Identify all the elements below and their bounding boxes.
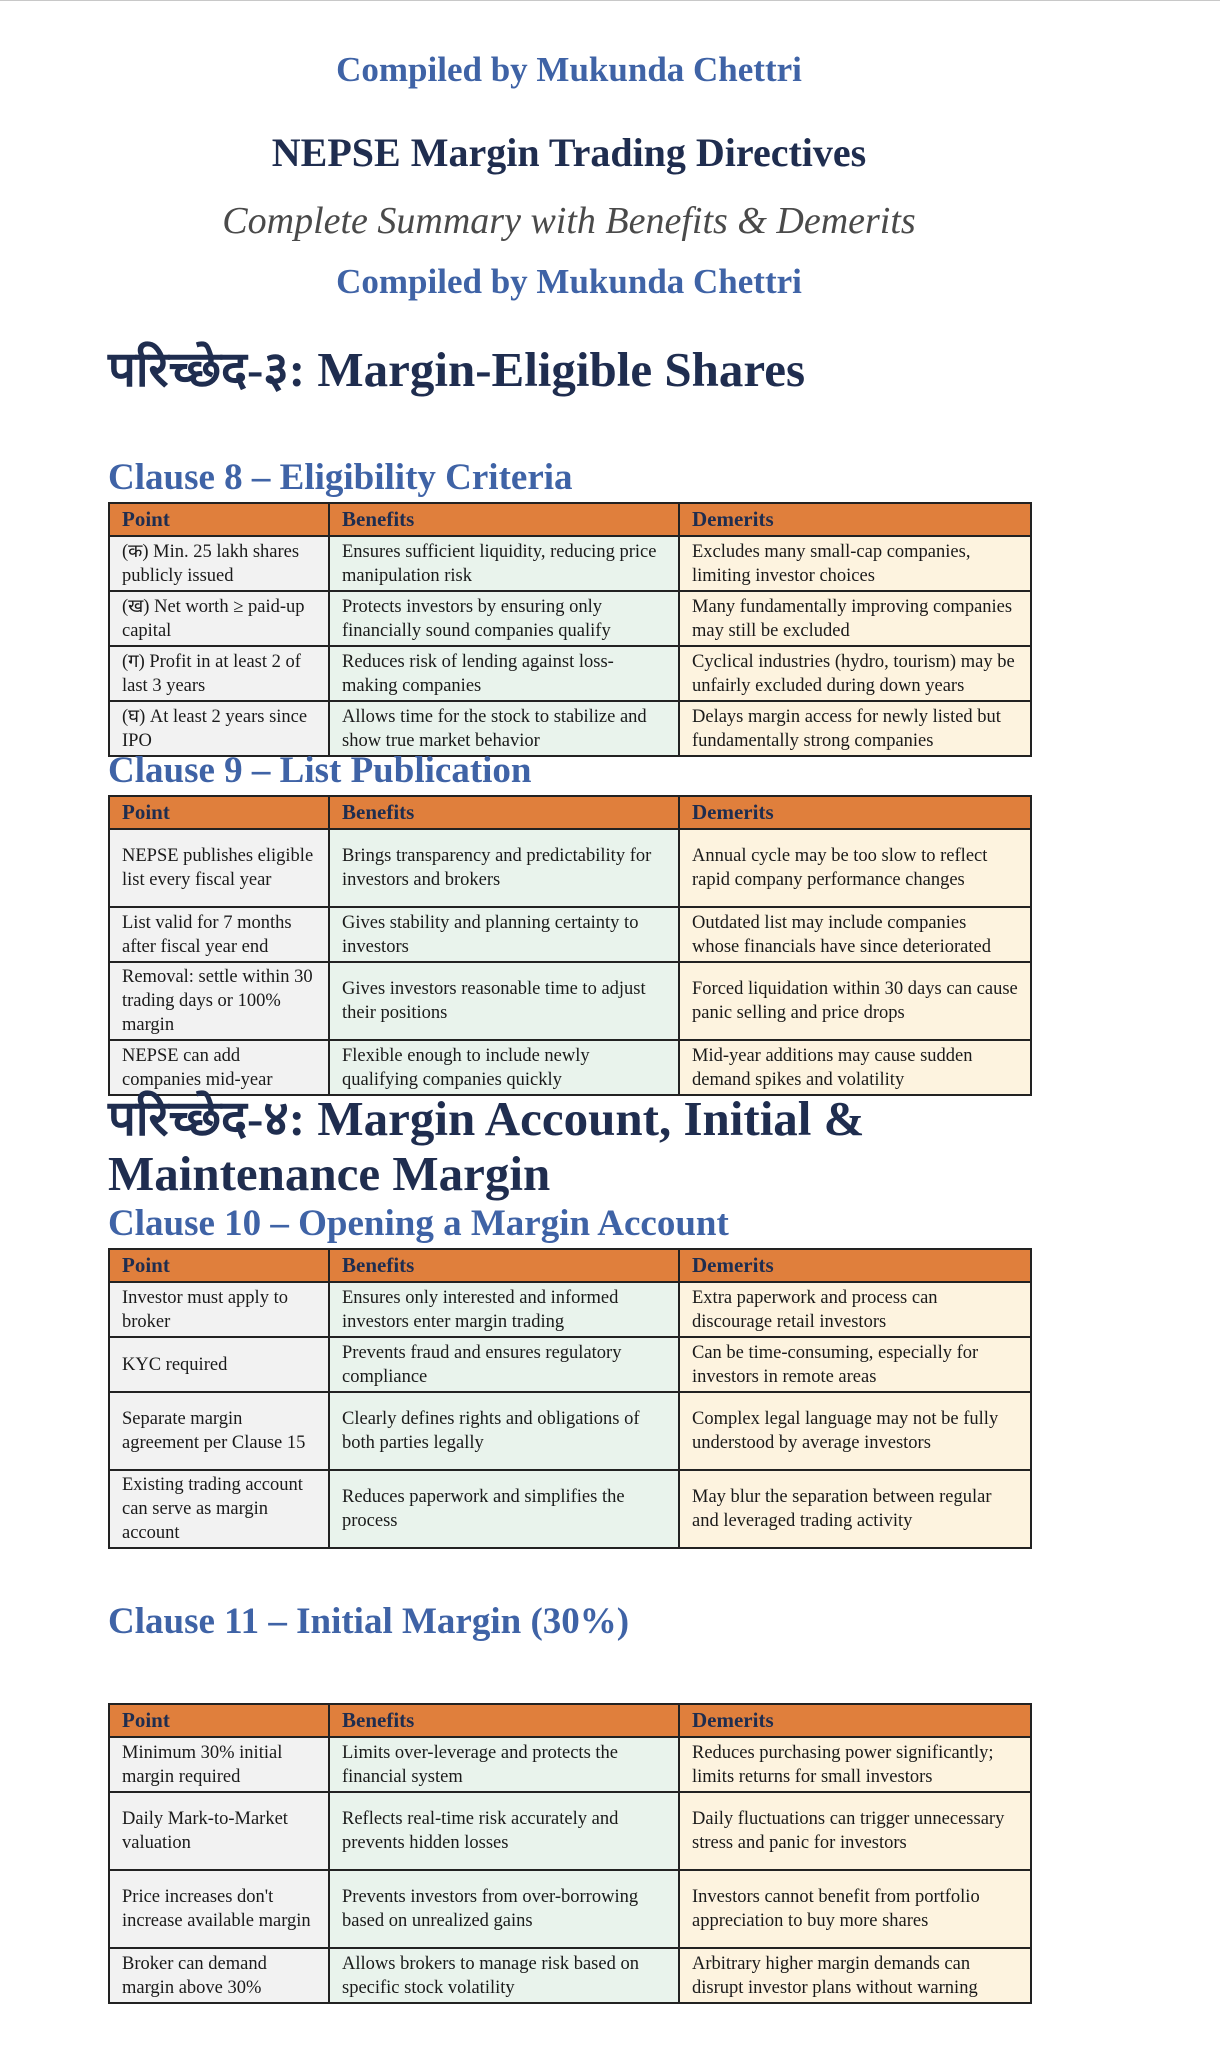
- clause-11-table: [108, 1703, 1032, 2004]
- demerit-cell: Daily fluctuations can trigger unnecessary stress and panic for investors: [679, 1792, 1031, 1870]
- chapter-4-heading-line2: Maintenance Margin: [108, 1146, 551, 1201]
- point-cell: (ख) Net worth ≥ paid-up capital: [109, 591, 329, 646]
- table-row: [109, 591, 1031, 646]
- top-divider: [0, 0, 1220, 1]
- benefit-cell: Protects investors by ensuring only financially sound companies qualify: [329, 591, 679, 646]
- benefit-cell: Clearly defines rights and obligations of both parties legally: [329, 1392, 679, 1470]
- benefit-cell: Gives investors reasonable time to adjust their positions: [329, 962, 679, 1040]
- benefit-cell: Prevents investors from over-borrowing based on unrealized gains: [329, 1870, 679, 1948]
- demerit-cell: Mid-year additions may cause sudden demand spikes and volatility: [679, 1040, 1031, 1095]
- point-cell: Investor must apply to broker: [109, 1282, 329, 1337]
- demerit-cell: Can be time-consuming, especially for investors in remote areas: [679, 1337, 1031, 1392]
- clause-8-table: [108, 502, 1032, 757]
- point-cell: Minimum 30% initial margin required: [109, 1737, 329, 1792]
- header-demerits: Demerits: [679, 796, 1031, 829]
- demerit-cell: Annual cycle may be too slow to reflect rapid company performance changes: [679, 829, 1031, 907]
- point-cell: Broker can demand margin above 30%: [109, 1948, 329, 2003]
- header-benefits: Benefits: [329, 503, 679, 536]
- demerit-cell: Complex legal language may not be fully understood by average investors: [679, 1392, 1031, 1470]
- clause-8-heading: Clause 8 – Eligibility Criteria: [108, 457, 573, 498]
- compiled-by-top: Compiled by Mukunda Chettri: [336, 50, 802, 89]
- header-demerits: Demerits: [679, 503, 1031, 536]
- table-row: [109, 1040, 1031, 1095]
- demerit-cell: Extra paperwork and process can discourage retail investors: [679, 1282, 1031, 1337]
- table-row: [109, 1392, 1031, 1470]
- point-cell: Daily Mark-to-Market valuation: [109, 1792, 329, 1870]
- point-cell: NEPSE publishes eligible list every fiscal year: [109, 829, 329, 907]
- demerit-cell: Forced liquidation within 30 days can cause panic selling and price drops: [679, 962, 1031, 1040]
- table-row: [109, 1948, 1031, 2003]
- demerit-cell: Excludes many small-cap companies, limiting investor choices: [679, 536, 1031, 591]
- clause-10-table: [108, 1248, 1032, 1549]
- table-row: [109, 1737, 1031, 1792]
- table-header-row: [109, 1704, 1031, 1737]
- clause-9-heading: Clause 9 – List Publication: [108, 750, 532, 791]
- table-row: [109, 962, 1031, 1040]
- table-row: [109, 1470, 1031, 1548]
- chapter-3-heading: परिच्छेद-३: Margin-Eligible Shares: [108, 342, 806, 397]
- point-cell: (ग) Profit in at least 2 of last 3 years: [109, 646, 329, 701]
- clause-11-heading: Clause 11 – Initial Margin (30%): [108, 1601, 630, 1642]
- document-subtitle: Complete Summary with Benefits & Demerits: [222, 200, 916, 242]
- benefit-cell: Reduces paperwork and simplifies the process: [329, 1470, 679, 1548]
- point-cell: Price increases don't increase available margin: [109, 1870, 329, 1948]
- demerit-cell: Investors cannot benefit from portfolio appreciation to buy more shares: [679, 1870, 1031, 1948]
- header-point: Point: [109, 1704, 329, 1737]
- demerit-cell: Outdated list may include companies whose financials have since deteriorated: [679, 907, 1031, 962]
- clause-9-table: [108, 795, 1032, 1096]
- table-header-row: [109, 1249, 1031, 1282]
- table-row: [109, 1337, 1031, 1392]
- demerit-cell: Delays margin access for newly listed but fundamentally strong companies: [679, 701, 1031, 756]
- header-point: Point: [109, 796, 329, 829]
- benefit-cell: Brings transparency and predictability for investors and brokers: [329, 829, 679, 907]
- benefit-cell: Allows brokers to manage risk based on specific stock volatility: [329, 1948, 679, 2003]
- point-cell: List valid for 7 months after fiscal year end: [109, 907, 329, 962]
- table-row: [109, 646, 1031, 701]
- header-point: Point: [109, 503, 329, 536]
- table-row: [109, 1792, 1031, 1870]
- benefit-cell: Ensures sufficient liquidity, reducing price manipulation risk: [329, 536, 679, 591]
- table-row: [109, 1870, 1031, 1948]
- table-row: [109, 701, 1031, 756]
- demerit-cell: Arbitrary higher margin demands can disrupt investor plans without warning: [679, 1948, 1031, 2003]
- benefit-cell: Allows time for the stock to stabilize and show true market behavior: [329, 701, 679, 756]
- point-cell: Separate margin agreement per Clause 15: [109, 1392, 329, 1470]
- point-cell: Removal: settle within 30 trading days or 100% margin: [109, 962, 329, 1040]
- point-cell: (क) Min. 25 lakh shares publicly issued: [109, 536, 329, 591]
- table-row: [109, 536, 1031, 591]
- benefit-cell: Reflects real-time risk accurately and prevents hidden losses: [329, 1792, 679, 1870]
- benefit-cell: Gives stability and planning certainty to investors: [329, 907, 679, 962]
- chapter-4-heading: [108, 1091, 865, 1201]
- header-demerits: Demerits: [679, 1704, 1031, 1737]
- table-row: [109, 907, 1031, 962]
- demerit-cell: Cyclical industries (hydro, tourism) may be unfairly excluded during down years: [679, 646, 1031, 701]
- benefit-cell: Flexible enough to include newly qualifying companies quickly: [329, 1040, 679, 1095]
- table-row: [109, 829, 1031, 907]
- demerit-cell: Reduces purchasing power significantly; limits returns for small investors: [679, 1737, 1031, 1792]
- chapter-4-heading-line1: परिच्छेद-४: Margin Account, Initial &: [108, 1091, 865, 1146]
- table-row: [109, 1282, 1031, 1337]
- demerit-cell: Many fundamentally improving companies may still be excluded: [679, 591, 1031, 646]
- point-cell: (घ) At least 2 years since IPO: [109, 701, 329, 756]
- header-benefits: Benefits: [329, 1249, 679, 1282]
- demerit-cell: May blur the separation between regular and leveraged trading activity: [679, 1470, 1031, 1548]
- header-benefits: Benefits: [329, 796, 679, 829]
- benefit-cell: Ensures only interested and informed investors enter margin trading: [329, 1282, 679, 1337]
- document-title: NEPSE Margin Trading Directives: [271, 130, 867, 175]
- point-cell: Existing trading account can serve as margin account: [109, 1470, 329, 1548]
- header-demerits: Demerits: [679, 1249, 1031, 1282]
- header-point: Point: [109, 1249, 329, 1282]
- table-header-row: [109, 503, 1031, 536]
- point-cell: KYC required: [109, 1337, 329, 1392]
- benefit-cell: Limits over-leverage and protects the financial system: [329, 1737, 679, 1792]
- point-cell: NEPSE can add companies mid-year: [109, 1040, 329, 1095]
- table-header-row: [109, 796, 1031, 829]
- clause-10-heading: Clause 10 – Opening a Margin Account: [108, 1203, 729, 1244]
- benefit-cell: Prevents fraud and ensures regulatory compliance: [329, 1337, 679, 1392]
- header-benefits: Benefits: [329, 1704, 679, 1737]
- compiled-by-bottom: Compiled by Mukunda Chettri: [336, 262, 802, 301]
- benefit-cell: Reduces risk of lending against loss-making companies: [329, 646, 679, 701]
